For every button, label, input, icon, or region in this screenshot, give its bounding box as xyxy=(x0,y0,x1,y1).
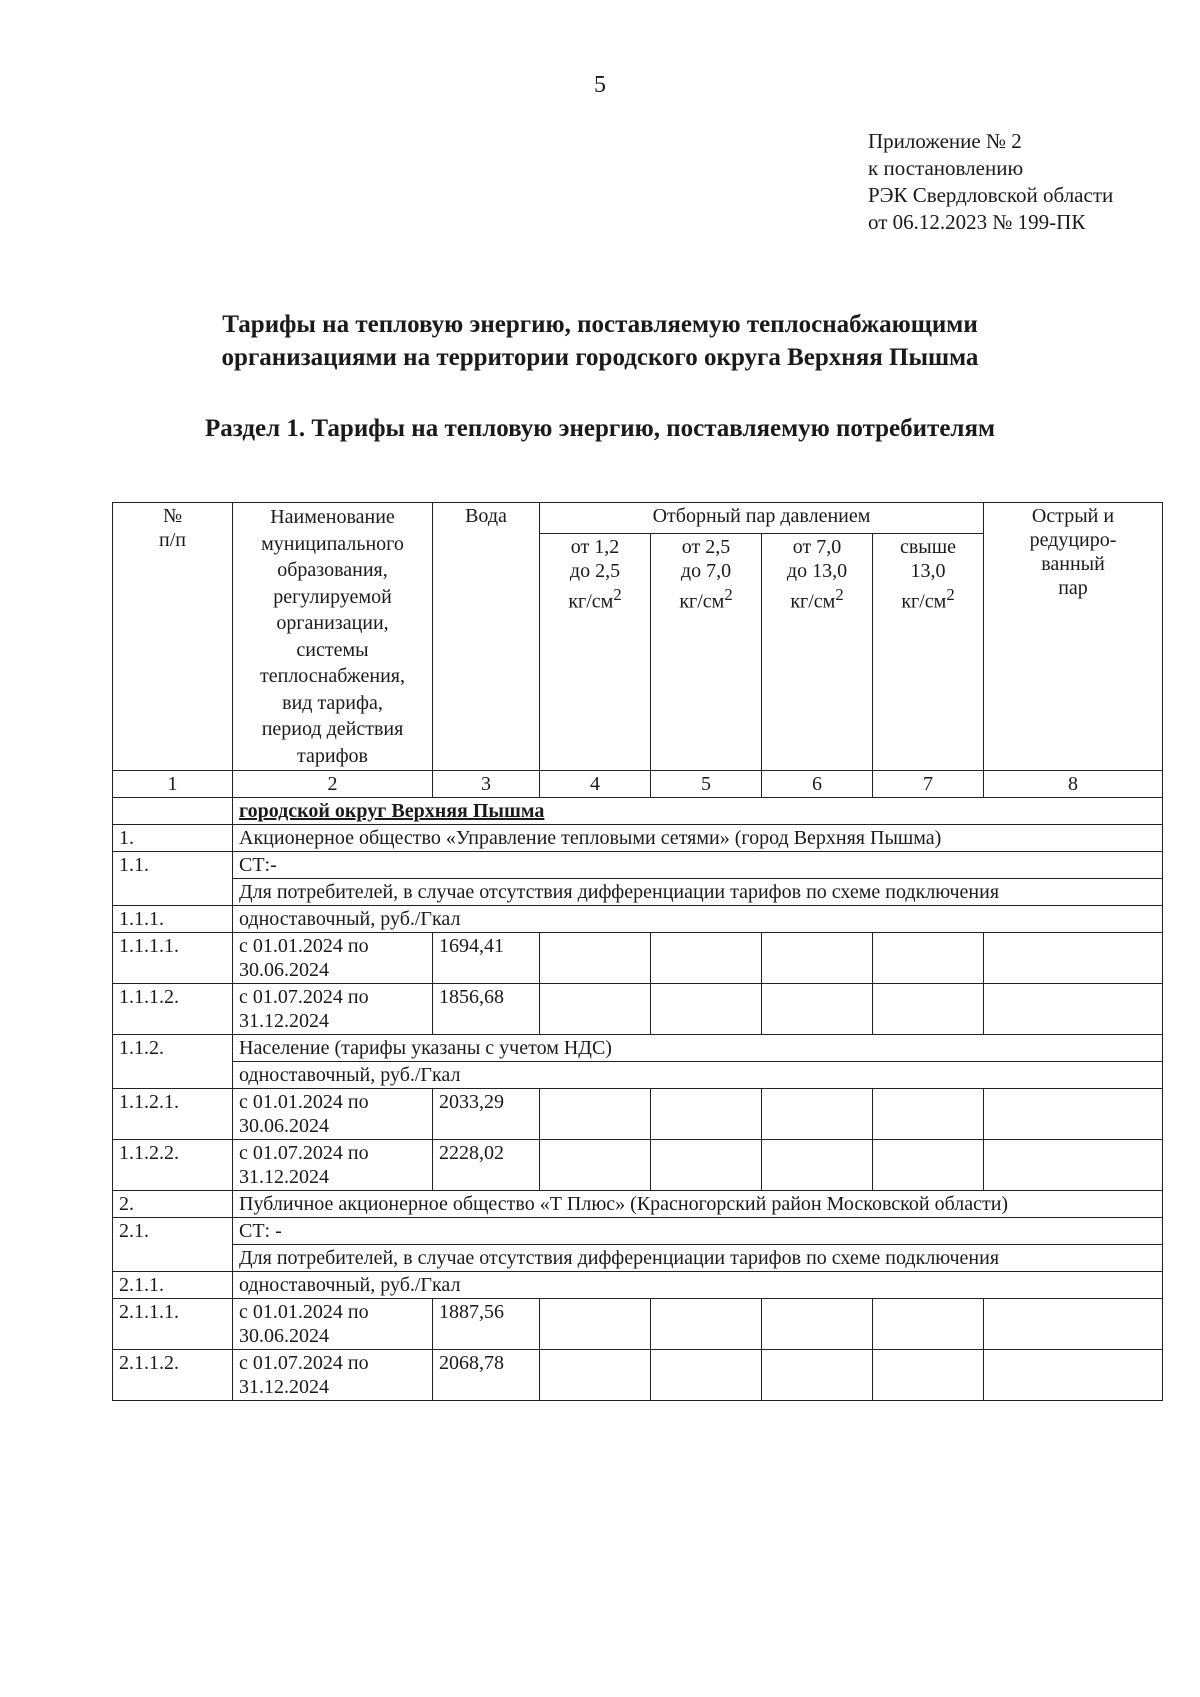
appendix-note xyxy=(868,128,1113,236)
water-tariff: 2068,78 xyxy=(433,1350,540,1401)
row-number: 1. xyxy=(113,825,233,852)
appendix-line: РЭК Свердловской области xyxy=(868,183,1114,207)
row-number: 1.1.2. xyxy=(113,1035,233,1089)
row-number: 1.1.2.1. xyxy=(113,1089,233,1140)
period: с 01.01.2024 по 30.06.2024 xyxy=(233,1089,433,1140)
col-number: 4 xyxy=(540,771,651,798)
heat-system: СТ:- xyxy=(233,852,1163,879)
table-row xyxy=(113,1140,1163,1191)
table-row xyxy=(113,1350,1163,1401)
table-row xyxy=(113,933,1163,984)
table-row xyxy=(113,1035,1163,1062)
col-number: 3 xyxy=(433,771,540,798)
appendix-line: к постановлению xyxy=(868,156,1024,180)
period: с 01.01.2024 по 30.06.2024 xyxy=(233,1299,433,1350)
row-number: 2.1.1. xyxy=(113,1272,233,1299)
municipality-row xyxy=(113,798,1163,825)
water-tariff: 1887,56 xyxy=(433,1299,540,1350)
row-number: 1.1.1. xyxy=(113,906,233,933)
table-row xyxy=(113,1191,1163,1218)
table-row xyxy=(113,1089,1163,1140)
col-number: 2 xyxy=(233,771,433,798)
header-sharp-steam: Острый и редуциро- ванный пар xyxy=(984,503,1163,771)
header-name: Наименование муниципального образования, регулируемой организации, системы теплоснабжения, вид тарифа, период действия тарифов xyxy=(233,503,433,771)
table-row xyxy=(113,1218,1163,1245)
table-row xyxy=(113,1062,1163,1089)
row-number: 1.1. xyxy=(113,852,233,906)
water-tariff: 2033,29 xyxy=(433,1089,540,1140)
row-number: 2. xyxy=(113,1191,233,1218)
table-row xyxy=(113,852,1163,879)
tariff-type: одноставочный, руб./Гкал xyxy=(233,1272,1163,1299)
header-row xyxy=(113,503,1163,534)
title-line: Тарифы на тепловую энергию, поставляемую теплоснабжающими xyxy=(222,311,978,338)
table-row xyxy=(113,1245,1163,1272)
header-pressure-3: от 7,0 до 13,0 $кг/см^2$ xyxy=(762,534,873,771)
col-number: 8 xyxy=(984,771,1163,798)
col-number: 6 xyxy=(762,771,873,798)
appendix-line: от 06.12.2023 № 199-ПК xyxy=(868,210,1086,234)
period: с 01.07.2024 по 31.12.2024 xyxy=(233,1140,433,1191)
col-number: 5 xyxy=(651,771,762,798)
row-number: 1.1.1.1. xyxy=(113,933,233,984)
consumer-group: Для потребителей, в случае отсутствия дифференциации тарифов по схеме подключения xyxy=(233,879,1163,906)
column-numbers-row xyxy=(113,771,1163,798)
row-number: 2.1.1.2. xyxy=(113,1350,233,1401)
tariff-table xyxy=(112,502,1163,1401)
row-number: 1.1.2.2. xyxy=(113,1140,233,1191)
header-steam-group: Отборный пар давлением xyxy=(540,503,984,534)
consumer-group: Для потребителей, в случае отсутствия дифференциации тарифов по схеме подключения xyxy=(233,1245,1163,1272)
period: с 01.07.2024 по 31.12.2024 xyxy=(233,1350,433,1401)
header-num: № п/п xyxy=(113,503,233,771)
water-tariff: 1856,68 xyxy=(433,984,540,1035)
water-tariff: 2228,02 xyxy=(433,1140,540,1191)
row-number: 1.1.1.2. xyxy=(113,984,233,1035)
header-pressure-4: свыше 13,0 $кг/см^2$ xyxy=(873,534,984,771)
row-number: 2.1.1.1. xyxy=(113,1299,233,1350)
heat-system: СТ: - xyxy=(233,1218,1163,1245)
consumer-group: Население (тарифы указаны с учетом НДС) xyxy=(233,1035,1163,1062)
table-row xyxy=(113,984,1163,1035)
table-row xyxy=(113,879,1163,906)
period: с 01.07.2024 по 31.12.2024 xyxy=(233,984,433,1035)
table-row xyxy=(113,906,1163,933)
title-line: организациями на территории городского округа Верхняя Пышма xyxy=(221,344,979,371)
header-pressure-1: от 1,2 до 2,5 $кг/см^2$ xyxy=(540,534,651,771)
section-title: Раздел 1. Тарифы на тепловую энергию, поставляемую потребителям xyxy=(204,415,996,442)
tariff-type: одноставочный, руб./Гкал xyxy=(233,906,1163,933)
row-number: 2.1. xyxy=(113,1218,233,1272)
water-tariff: 1694,41 xyxy=(433,933,540,984)
municipality-name: городской округ Верхняя Пышма xyxy=(233,798,1163,825)
col-number: 7 xyxy=(873,771,984,798)
table-row xyxy=(113,825,1163,852)
document-title xyxy=(0,308,1200,374)
header-water: Вода xyxy=(433,503,540,771)
table-row xyxy=(113,1299,1163,1350)
header-pressure-2: от 2,5 до 7,0 $кг/см^2$ xyxy=(651,534,762,771)
org-name: Публичное акционерное общество «Т Плюс» (Красногорский район Московской области) xyxy=(233,1191,1163,1218)
col-number: 1 xyxy=(113,771,233,798)
table-row xyxy=(113,1272,1163,1299)
page-number: 5 xyxy=(594,72,606,98)
org-name: Акционерное общество «Управление тепловыми сетями» (город Верхняя Пышма) xyxy=(233,825,1163,852)
period: с 01.01.2024 по 30.06.2024 xyxy=(233,933,433,984)
appendix-line: Приложение № 2 xyxy=(868,129,1022,153)
tariff-type: одноставочный, руб./Гкал xyxy=(233,1062,1163,1089)
